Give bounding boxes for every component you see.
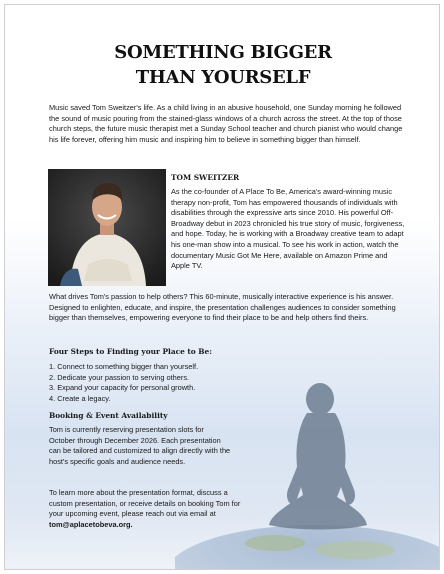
intro-paragraph: Music saved Tom Sweitzer's life. As a child living in an abusive household, one Sunday morning he followed the sound of music pouring from the stained-glass windows of a church across the street. At the top of those church steps, the future music therapist met a Sunday School teacher and church pianist who would change his life forever, offering him music and inspiring him to believe in something bigger than himself. [49, 103, 403, 144]
title-line-2: THAN YOURSELF [135, 67, 311, 88]
drives-paragraph: What drives Tom's passion to help others? This 60-minute, musically interactive experience is his answer. Designed to enlighten, educate, and inspire, the presentation challenges audiences to consider something bigger than themselves, empowering everyone to find their place to be and help others find theirs. [49, 292, 396, 323]
flyer-page [4, 4, 440, 570]
email-link[interactable]: tom@aplacetobeva.org. [49, 519, 133, 529]
portrait-photo [48, 169, 166, 286]
title-line-1: SOMETHING BIGGER [114, 42, 332, 63]
steps-heading: Four Steps to Finding your Place to Be: [49, 347, 212, 356]
booking-heading: Booking & Event Availability [49, 411, 168, 420]
list-item: 1. Connect to something bigger than yourself. [49, 362, 199, 371]
list-item: 2. Dedicate your passion to serving others. [49, 372, 190, 382]
steps-list [49, 362, 198, 404]
list-item: 4. Create a legacy. [49, 393, 111, 403]
list-item: 3. Expand your capacity for personal growth. [49, 383, 196, 393]
contact-text: To learn more about the presentation format, discuss a custom presentation, or receive details on booking Tom for your upcoming event, please reach out via email at [49, 488, 241, 519]
page-title [5, 40, 440, 90]
silhouette-earth-art [175, 375, 440, 570]
contact-paragraph [49, 488, 245, 530]
bio-name: TOM SWEITZER [171, 173, 240, 182]
bio-paragraph: As the co-founder of A Place To Be, America's award-winning music therapy non-profit, Tom has empowered thousands of individuals with disabilities through the expressive arts since 2010. His powerful Off-Broadway debut in 2023 chronicled his true story of music, forgiveness, and hope. Today, he is working with a Broadway creative team to adapt his one-man show into a musical. To see his work in action, watch the documentary Music Got Me Here, available on Amazon Prime and Apple TV. [171, 187, 405, 271]
booking-paragraph: Tom is currently reserving presentation slots for October through December 2026. Each presentation can be tailored and customized to align directly with the host's specific goals and audience needs. [49, 425, 231, 466]
